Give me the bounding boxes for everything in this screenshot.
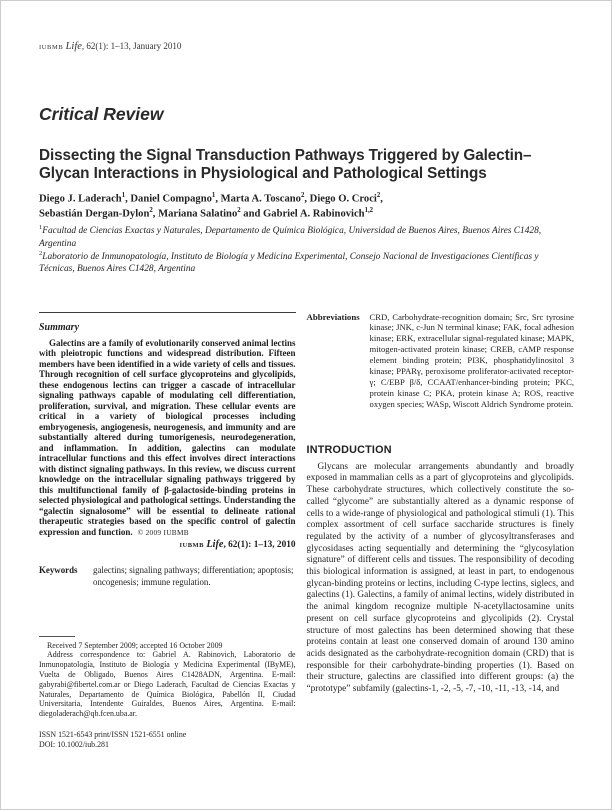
author-name: Diego J. Laderach — [39, 193, 122, 205]
author-affil-sup: 2 — [300, 192, 305, 200]
affiliation — [39, 250, 574, 276]
citation-line — [39, 539, 296, 550]
author-affil-sup: 2 — [149, 206, 153, 214]
affiliation-marker: 2 — [39, 249, 43, 257]
issn-doi-block — [39, 730, 296, 764]
citation-journal-name: Life — [206, 539, 224, 551]
paper-title — [39, 147, 574, 183]
authors — [39, 192, 574, 221]
author-affil-sup: 1 — [211, 192, 216, 200]
affiliation-text: Laboratorio de Inmunopatología, Instituto de Biología y Medicina Experimental, Consejo Nacional de Investigaciones Científicas y Técnicas, Buenos Aires C1428, Argentina — [39, 252, 539, 275]
introduction-text: Glycans are molecular arrangements abundantly and broadly exposed in mammalian cells as a part of glycoproteins and glycolipids. These carbohydrate structures, which collectively constitute the so-called “glycome” are substantially altered as a dynamic response of cells to a wide-range of physiological and pathological stimuli (1). This complex assortment of cell surface saccharide structures is finely regulated by the activity of a number of glycosyltransferases and glycosidases acting sequentially and determining the “glycosylation signature” of different cells and tissues. The responsibility of decoding this biological information is assigned, at least in part, to endogenous glycan-binding proteins or lectins, including C-type lectins, siglecs, and galectins (1). Galectins, a family of animal lectins, widely distributed in the animal kingdom recognize multiple N-acetyllactosamine units present on cell surface glycoproteins and glycolipids (2). Crystal structure of most galectins has been determined showing that these proteins contain at least one conserved domain of around 130 amino acids designated as the carbohydrate-recognition domain (CRD) that is responsible for their carbohydrate-binding properties (1). Based on their structure, galectins are classified into different groups: (a) the “prototype” subfamily (galectins-1, -2, -5, -7, -10, -11, -13, -14, and — [306, 461, 574, 695]
two-column-area — [39, 312, 574, 764]
journal-abbr: IUBMB — [39, 44, 64, 51]
left-column — [39, 312, 296, 764]
section-label: Critical Review — [39, 104, 164, 124]
journal-header — [39, 41, 574, 52]
summary-heading: Summary — [39, 321, 80, 333]
author-affil-sup: 2 — [237, 206, 241, 214]
author-affil-sup: 2 — [376, 192, 381, 200]
abbreviations-text: CRD, Carbohydrate-recognition domain; Src, Src tyrosine kinase; JNK, c-Jun N terminal kinase; FAK, focal adhesion kinase; ERK, extracellular signal-regulated kinase; MAPK, mitogen-activated protein kinase; CREB, cAMP response element binding protein; PI3K, phosphatidylinositol 3 kinase; PPARγ, peroxisome proliferator-activated receptor-γ; C/EBP β/δ, CCAAT/enhancer-binding protein; PKC, protein kinase C; PKA, protein kinase A; ROS, reactive oxygen species; WASp, Wiscott Aldrich Syndrome protein. — [369, 311, 574, 409]
journal-title: Life — [65, 41, 82, 52]
author-name: , Diego O. Croci — [304, 193, 377, 205]
author-affil-sup: 1 — [121, 192, 126, 200]
summary-rule — [39, 312, 296, 313]
author-name: and Gabriel A. Rabinovich — [240, 208, 365, 220]
keywords-block — [39, 565, 296, 588]
footnote-rule — [39, 636, 75, 637]
copyright-note: © 2009 IUBMB — [137, 527, 189, 537]
citation-journal-abbr: IUBMB — [179, 542, 204, 550]
abbreviations-block — [307, 312, 574, 410]
issue-info: , 62(1): 1–13, January 2010 — [81, 41, 182, 51]
author-affil-sup: 1,2 — [364, 206, 374, 214]
authors-line1-tail: , — [380, 193, 383, 205]
affiliation-text: Facultad de Ciencias Exactas y Naturales, Departamento de Química Biológica, Universidad de Buenos Aires, Buenos Aires C1428, Argentina — [39, 226, 542, 249]
abbreviations-label: Abbreviations — [306, 311, 360, 322]
affiliation-marker: 1 — [39, 224, 43, 232]
summary-text — [39, 338, 296, 538]
paper-title-line2: Glycan Interactions in Physiological and Pathological Settings — [39, 165, 487, 183]
affiliation — [39, 224, 574, 250]
doi-line: DOI: 10.1002/iub.281 — [39, 739, 109, 749]
received-note: Received 7 September 2009; accepted 16 October 2009 — [47, 640, 223, 650]
issn-line: ISSN 1521-6543 print/ISSN 1521-6551 online — [39, 729, 187, 739]
keywords-text: galectins; signaling pathways; differentiation; apoptosis; oncogenesis; immune regulation. — [93, 565, 294, 587]
citation-rest: , 62(1): 1–13, 2010 — [223, 540, 296, 551]
footnote-block — [39, 636, 296, 764]
affiliations — [39, 224, 574, 275]
author-name: , Daniel Compagno — [125, 193, 212, 205]
introduction-heading: INTRODUCTION — [306, 443, 392, 456]
author-name: , Mariana Salatino — [152, 208, 238, 220]
author-name: , Marta A. Toscano — [215, 193, 301, 205]
summary-body-text: Galectins are a family of evolutionarily conserved animal lectins with pleiotropic functions and widespread distribution. Fifteen members have been identified in a wide variety of cells and tissues. Through recognition of cell surface glycoproteins and glycolipids, these endogenous lectins can trigger a cascade of intracellular signaling pathways capable of modulating cell differentiation, proliferation, survival, and migration. These cellular events are critical in a variety of biological processes including embryogenesis, angiogenesis, neurogenesis, and immunity and are substantially altered during tumorigenesis, neurodegeneration, and inflammation. In addition, galectins can modulate intracellular functions and this effect involves direct interactions with distinct signaling pathways. In this review, we discuss current knowledge on the intracellular signaling pathways triggered by this multifunctional family of β-galactoside-binding proteins in selected physiological and pathological settings. Understanding the “galectin signalosome” will be essential to delineate rational therapeutic strategies based on the specific control of galectin expression and function. — [39, 337, 296, 537]
correspondence-note: Address correspondence to: Gabriel A. Rabinovich, Laboratorio de Inmunopatología, Instituto de Biología y Medicina Experimental (IByME), Vuelta de Obligado, Buenos Aires C1428ADN, Argentina. E-mail: gabyrabi@fibertel.com.ar or Diego Laderach, Facultad de Ciencias Exactas y Naturales, Departamento de Química Biológica, Pabellón II, Ciudad Universitaria, Intendente Guiraldes, Buenos Aires, Argentina. E-mail: diegoladerach@qb.fcen.uba.ar. — [39, 650, 296, 719]
keywords-label: Keywords — [39, 565, 78, 576]
paper-title-line1: Dissecting the Signal Transduction Pathways Triggered by Galectin– — [39, 147, 532, 164]
author-name: Sebastián Dergan-Dylon — [39, 208, 150, 220]
right-column — [307, 312, 574, 764]
